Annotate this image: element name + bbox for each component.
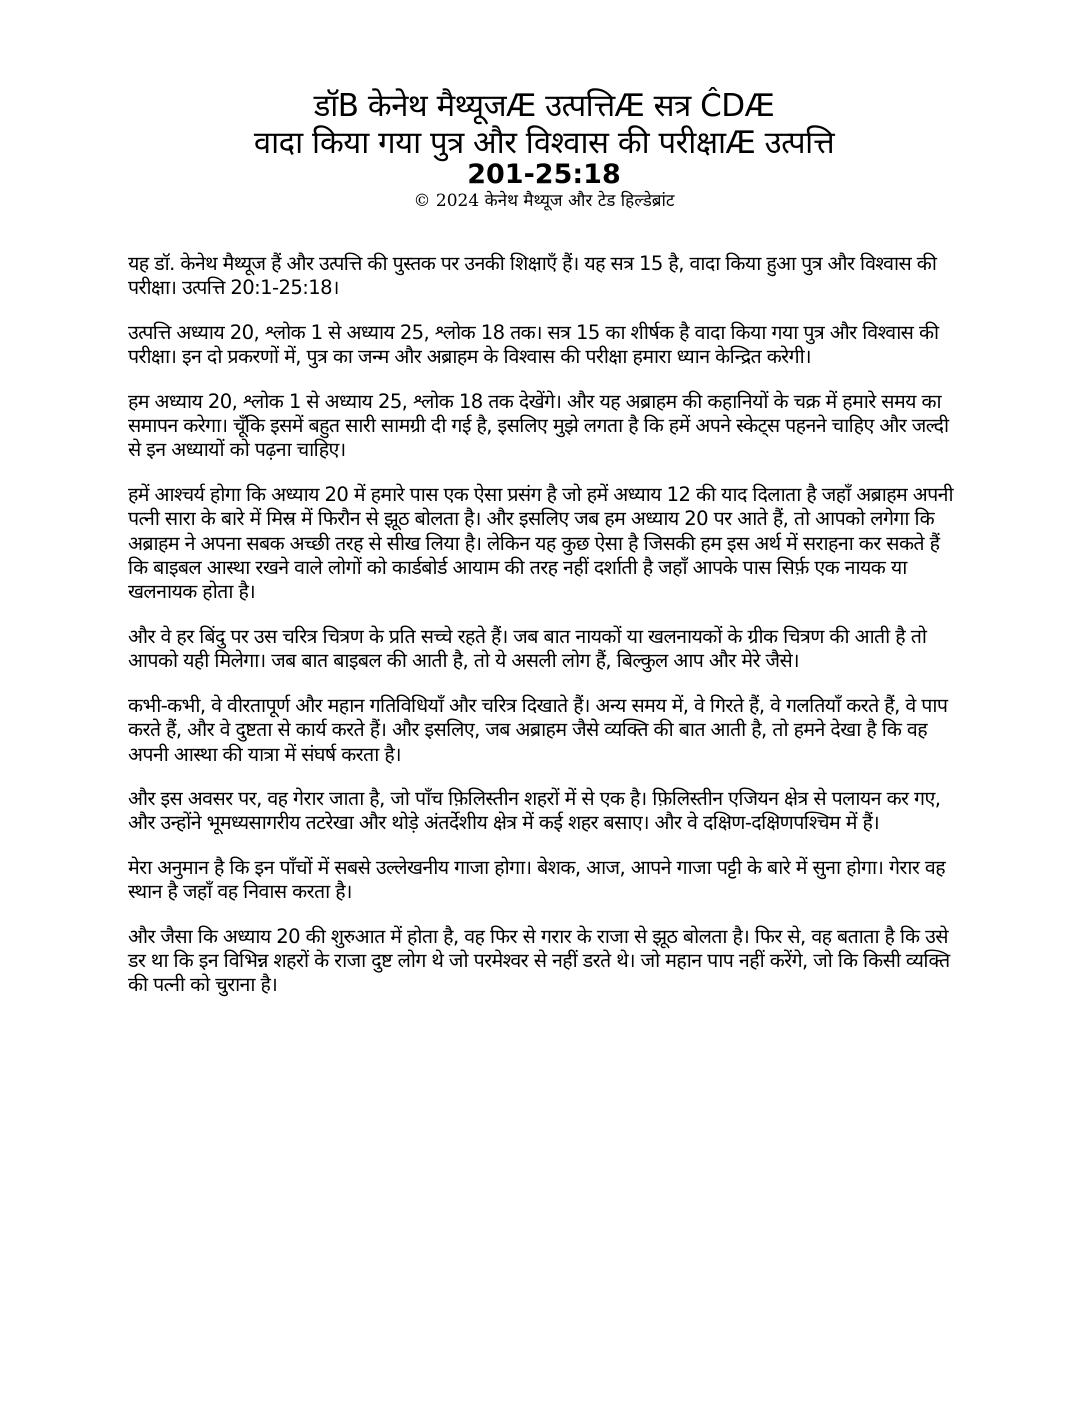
paragraph-6: कभी-कभी, वे वीरतापूर्ण और महान गतिविधियाँ और चरित्र दिखाते हैं। अन्य समय में, वे गिरते हैं, वे गलतियाँ करते हैं, वे पाप करते हैं, और वे दुष्टता से कार्य करते हैं। और इसलिए, जब अब्राहम जैसे व्यक्ति की बात आती है, तो हमने देखा है कि वह अपनी आस्था की यात्रा में संघर्ष करता है। xyxy=(128,693,948,766)
paragraph-1: यह डॉ. केनेथ मैथ्यूज हैं और उत्पत्ति की पुस्तक पर उनकी शिक्षाएँ हैं। यह सत्र 15 है, वादा किया हुआ पुत्र और विश्वास की परीक्षा। उत्पत्ति 20:1-25:18। xyxy=(128,252,937,300)
paragraph-3: हम अध्याय 20, श्लोक 1 से अध्याय 25, श्लोक 18 तक देखेंगे। और यह अब्राहम की कहानियों के चक्र में हमारे समय का समापन करेगा। चूँकि इसमें बहुत सारी सामग्री दी गई है, इसलिए मुझे लगता है कि हमें अपने स्केट्स पहनने चाहिए और जल्दी से इन अध्यायों को पढ़ना चाहिए। xyxy=(128,389,949,462)
document-body xyxy=(128,252,954,1018)
paragraph-9: और जैसा कि अध्याय 20 की शुरुआत में होता है, वह फिर से गरार के राजा से झूठ बोलता है। फिर से, वह बताता है कि उसे डर था कि इन विभिन्न शहरों के राजा दुष्ट लोग थे जो परमेश्वर से नहीं डरते थे। जो महान पाप नहीं करेंगे, जो कि किसी व्यक्ति की पत्नी को चुराना है। xyxy=(128,924,950,997)
paragraph-5: और वे हर बिंदु पर उस चरित्र चित्रण के प्रति सच्चे रहते हैं। जब बात नायकों या खलनायकों के ग्रीक चित्रण की आती है तो आपको यही मिलेगा। जब बात बाइबल की आती है, तो ये असली लोग हैं, बिल्कुल आप और मेरे जैसे। xyxy=(128,624,927,673)
title-line-1: डॉB केनेथ मैथ्यूजÆ उत्पत्तिÆ सत्र ĈDÆ xyxy=(313,88,775,124)
title-block xyxy=(110,88,978,212)
paragraph-7: और इस अवसर पर, वह गेरार जाता है, जो पाँच फ़िलिस्तीन शहरों में से एक है। फ़िलिस्तीन एजियन क्षेत्र से पलायन कर गए, और उन्होंने भूमध्यसागरीय तटरेखा और थोड़े अंतर्देशीय क्षेत्र में कई शहर बसाए। और वे दक्षिण-दक्षिणपश्चिम में हैं। xyxy=(128,786,941,835)
title-scripture-reference: 201-25:18 xyxy=(467,159,621,190)
paragraph-4: हमें आश्चर्य होगा कि अध्याय 20 में हमारे पास एक ऐसा प्रसंग है जो हमें अध्याय 12 की याद दिलाता है जहाँ अब्राहम अपनी पत्नी सारा के बारे में मिस्र में फिरौन से झूठ बोलता है। और इसलिए जब हम अध्याय 20 पर आते हैं, तो आपको लगेगा कि अब्राहम ने अपना सबक अच्छी तरह से सीख लिया है। लेकिन यह कुछ ऐसा है जिसकी हम इस अर्थ में सराहना कर सकते हैं कि बाइबल आस्था रखने वाले लोगों को कार्डबोर्ड आयाम की तरह नहीं दर्शाती है जहाँ आपके पास सिर्फ़ एक नायक या खलनायक होता है। xyxy=(128,482,954,604)
title-line-2: वादा किया गया पुत्र और विश्वास की परीक्षाÆ उत्पत्ति xyxy=(253,125,835,161)
paragraph-8: मेरा अनुमान है कि इन पाँचों में सबसे उल्लेखनीय गाजा होगा। बेशक, आज, आपने गाजा पट्टी के बारे में सुना होगा। गेरार वह स्थान है जहाँ वह निवास करता है। xyxy=(128,855,945,904)
copyright-line: © 2024 केनेथ मैथ्यूज और टेड हिल्डेब्रांट xyxy=(413,191,675,211)
paragraph-2: उत्पत्ति अध्याय 20, श्लोक 1 से अध्याय 25, श्लोक 18 तक। सत्र 15 का शीर्षक है वादा किया गया पुत्र और विश्वास की परीक्षा। इन दो प्रकरणों में, पुत्र का जन्म और अब्राहम के विश्वास की परीक्षा हमारा ध्यान केन्द्रित करेगी। xyxy=(128,320,939,369)
